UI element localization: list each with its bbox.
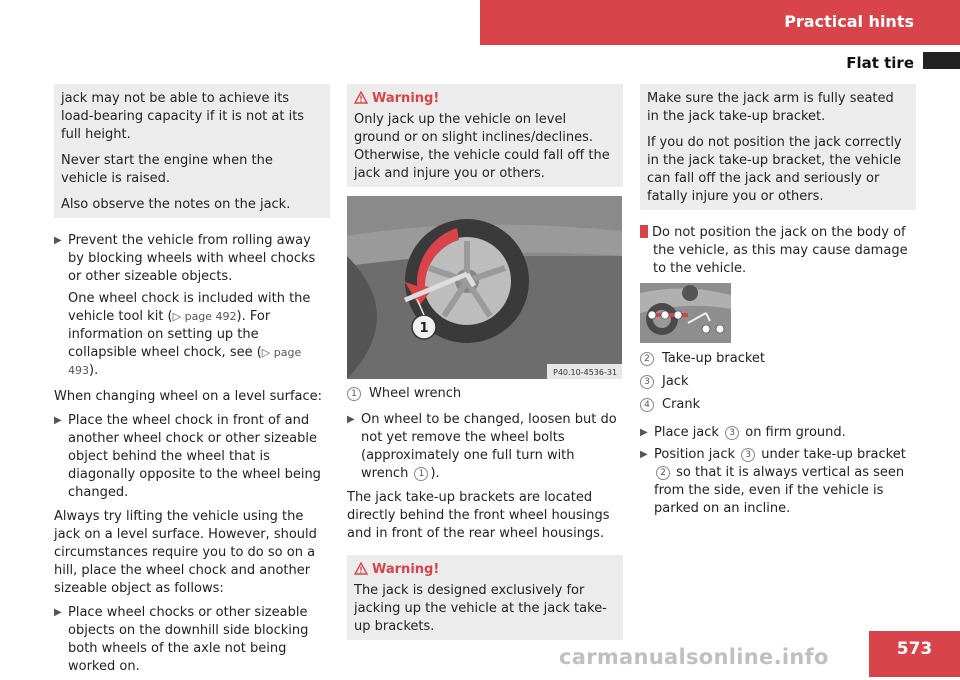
callout-number: 4 <box>640 398 654 412</box>
warning-text: Only jack up the vehicle on level ground or on slight inclines/declines. Otherwise, the vehicle could fall off the jack and injure you or others. <box>354 112 610 181</box>
warning-box <box>347 555 623 640</box>
callout-number: 2 <box>656 466 670 480</box>
bullet-arrow-icon: ▶ <box>54 235 62 246</box>
warning-title: Warning! <box>372 562 440 577</box>
changing-intro: When changing wheel on a level surface: <box>54 389 323 404</box>
bullet-arrow-icon: ▶ <box>54 607 62 618</box>
warning-triangle-icon <box>354 91 368 104</box>
page-number: 573 <box>896 639 933 659</box>
callout-number: 2 <box>640 352 654 366</box>
wheel-wrench-photo <box>347 196 622 379</box>
page-ref-link[interactable]: ▷ page 492 <box>172 310 237 323</box>
note-box <box>54 84 330 218</box>
column-3-lower <box>640 350 916 522</box>
caution-icon: ! <box>640 225 648 238</box>
callout-number: 3 <box>741 448 755 462</box>
callout-label: 1 <box>419 321 429 336</box>
note-paragraph: Also observe the notes on the jack. <box>61 197 291 212</box>
column-3 <box>634 84 916 284</box>
warning-triangle-icon <box>354 562 368 575</box>
subsection-title: Flat tire <box>846 54 914 72</box>
callout-number: 3 <box>640 375 654 389</box>
callout-number: 3 <box>725 426 739 440</box>
callout-number: 1 <box>414 467 428 481</box>
chock-info: One wheel chock is included with the vehicle tool kit (▷ page 492). For information on setting up the collapsible wheel chock, see (▷ page 493). <box>68 291 311 378</box>
note-paragraph: Never start the engine when the vehicle is raised. <box>61 153 273 186</box>
step-downhill: ▶ Place wheel chocks or other sizeable objects on the downhill side blocking both wheels of the axle not being worked on. <box>54 605 309 674</box>
watermark: carmanualsonline.info <box>559 645 829 669</box>
photo-code: P40.10-4536-31 <box>553 368 618 377</box>
jack-diagram <box>640 283 731 343</box>
note-box <box>640 84 916 210</box>
header-bar <box>480 0 960 45</box>
step-loosen-bolts: ▶ On wheel to be changed, loosen but do not yet remove the wheel bolts (approximately one full turn with wrench 1 ). <box>347 412 617 481</box>
callout-number: 1 <box>347 387 361 401</box>
brackets-text: The jack take-up brackets are located directly behind the front wheel housings and in front of the rear wheel housings. <box>347 490 610 541</box>
page-number-box <box>869 631 960 677</box>
step-position-jack: ▶ Position jack 3 under take-up bracket 2 so that it is always vertical as seen from the side, even if the vehicle is parked on an incline. <box>640 447 906 516</box>
note-paragraph: If you do not position the jack correctly in the jack take-up bracket, the vehicle can fall off the jack and seriously or fatally injure you or others. <box>647 135 902 204</box>
subsection-tab <box>923 52 960 69</box>
note-paragraph: jack may not be able to achieve its load-bearing capacity if it is not at its full height. <box>61 91 305 142</box>
warning-text: The jack is designed exclusively for jacking up the vehicle at the jack take-up brackets. <box>354 583 607 634</box>
bullet-arrow-icon: ▶ <box>640 427 648 438</box>
caution-note: ! Do not position the jack on the body of the vehicle, as this may cause damage to the vehicle. <box>634 225 908 276</box>
column-1 <box>54 84 330 680</box>
warning-box <box>347 84 623 187</box>
bullet-arrow-icon: ▶ <box>54 415 62 426</box>
bullet-arrow-icon: ▶ <box>347 414 355 425</box>
bullet-arrow-icon: ▶ <box>640 449 648 460</box>
note-paragraph: Make sure the jack arm is fully seated in the jack take-up bracket. <box>647 91 894 124</box>
warning-title: Warning! <box>372 91 440 106</box>
legend-item: 2 Take-up bracket <box>640 350 916 368</box>
page-ref-link[interactable]: ▷ page 493 <box>68 346 302 377</box>
section-title: Practical hints <box>784 12 914 31</box>
step-place-jack: ▶ Place jack 3 on firm ground. <box>640 425 846 440</box>
legend-item: 4 Crank <box>640 396 916 414</box>
legend-item: 1 Wheel wrench <box>347 385 623 403</box>
step-prevent-rolling: ▶ Prevent the vehicle from rolling away by blocking wheels with wheel chocks or other sizeable objects. <box>54 233 316 284</box>
column-2 <box>347 84 623 187</box>
step-place-chock: ▶ Place the wheel chock in front of and another wheel chock or other sizeable object behind the wheel that is diagonally opposite to the wheel being changed. <box>54 413 321 500</box>
legend-item: 3 Jack <box>640 373 916 391</box>
hill-text: Always try lifting the vehicle using the jack on a level surface. However, should circumstances require you to do so on a hill, place the wheel chock and another sizeable object as follows: <box>54 509 317 596</box>
column-2-lower <box>347 385 623 640</box>
